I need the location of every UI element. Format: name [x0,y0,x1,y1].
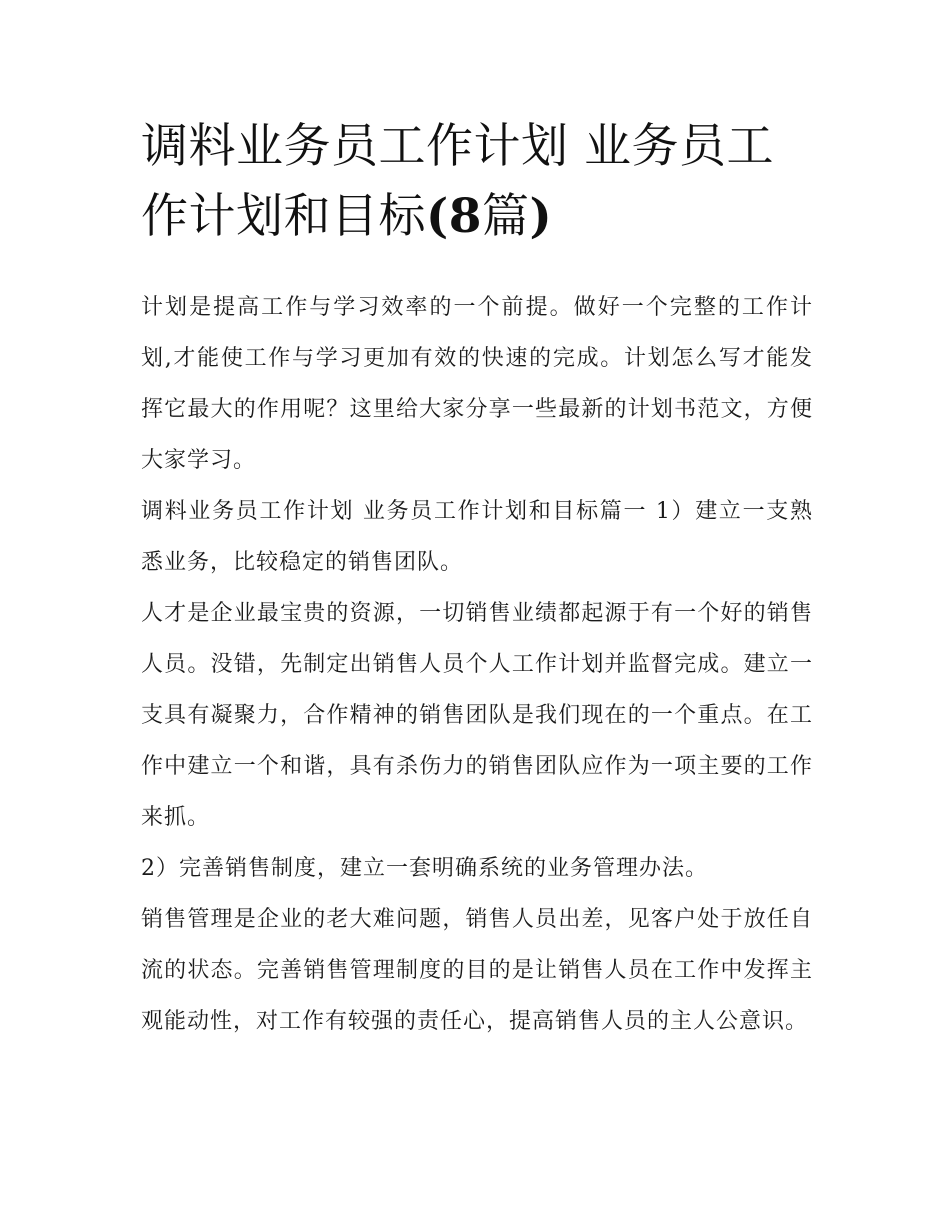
intro-paragraph: 计划是提高工作与学习效率的一个前提。做好一个完整的工作计划,才能使工作与学习更加有效的快速的完成。计划怎么写才能发挥它最大的作用呢？这里给大家分享一些最新的计划书范文，方便大家学习。 [141,295,813,473]
title-line-2-prefix: 作计划和目标 [141,189,426,244]
title-count-close: ) [529,189,553,244]
document-body [141,112,813,1047]
title-count-open: (8 [426,189,482,244]
numbered-point-paragraph: 2）完善销售制度，建立一套明确系统的业务管理办法。 [141,856,708,881]
title-line-1: 调料业务员工作计划 业务员工 [141,119,774,174]
document-title [141,112,813,252]
section-heading-paragraph: 调料业务员工作计划 业务员工作计划和目标篇一 1）建立一支熟悉业务，比较稳定的销售团队。 [141,499,813,575]
body-paragraph-talent: 人才是企业最宝贵的资源，一切销售业绩都起源于有一个好的销售人员。没错，先制定出销售人员个人工作计划并监督完成。建立一支具有凝聚力，合作精神的销售团队是我们现在的一个重点。在工作中建立一个和谐，具有杀伤力的销售团队应作为一项主要的工作来抓。 [141,601,813,830]
title-count-unit: 篇 [481,189,530,244]
body-paragraph-management: 销售管理是企业的老大难问题，销售人员出差，见客户处于放任自流的状态。完善销售管理制度的目的是让销售人员在工作中发挥主观能动性，对工作有较强的责任心，提高销售人员的主人公意识。 [141,907,813,1034]
